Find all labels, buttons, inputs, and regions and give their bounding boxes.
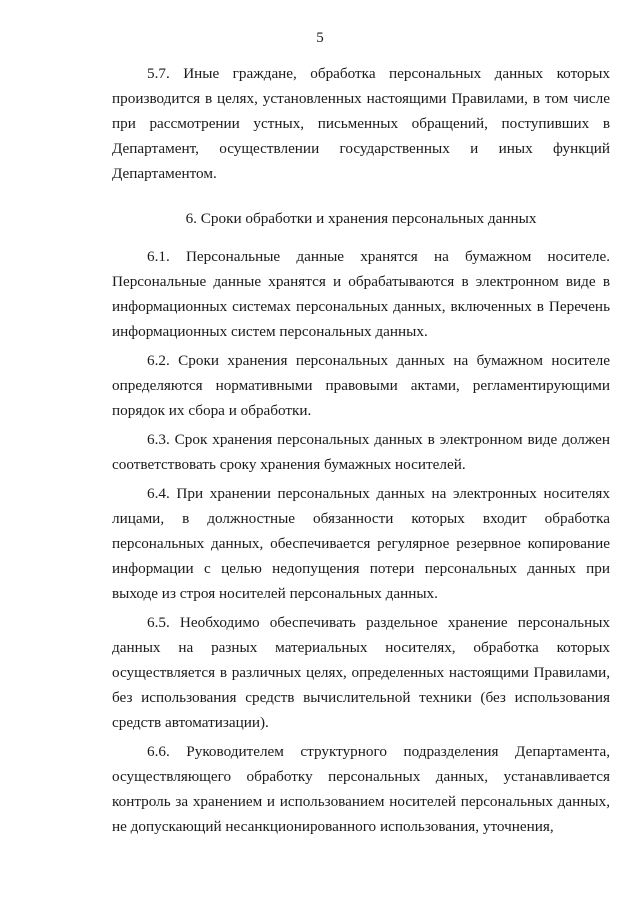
paragraph-6-4: 6.4. При хранении персональных данных на электронных носителях лицами, в должностные обязанности которых входит обработка персональных данных, обеспечивается регулярное резервное копирование информации с целью недопущения потери персональных данных при выходе из строя носителей персональных данных. bbox=[112, 485, 610, 602]
paragraph-6-6: 6.6. Руководителем структурного подразделения Департамента, осуществляющего обработку персональных данных, устанавливается контроль за хранением и использованием носителей персональных данных, не допускающий несанкционированного использования, уточнения, bbox=[112, 743, 610, 835]
paragraph-6-5: 6.5. Необходимо обеспечивать раздельное хранение персональных данных на разных материальных носителях, обработка которых осуществляется в различных целях, определенных настоящими Правилами, без использования средств вычислительной техники (без использования средств автоматизации). bbox=[112, 614, 610, 731]
paragraph-block-5-7 bbox=[112, 61, 610, 186]
paragraph-6-2: 6.2. Сроки хранения персональных данных на бумажном носителе определяются нормативными правовыми актами, регламентирующими порядок их сбора и обработки. bbox=[112, 352, 610, 419]
paragraph-6-1: 6.1. Персональные данные хранятся на бумажном носителе. Персональные данные хранятся и обрабатываются в электронном виде в информационных системах персональных данных, включенных в Перечень информационных систем персональных данных. bbox=[112, 248, 610, 340]
page-number: 5 bbox=[316, 30, 324, 46]
paragraph-5-7: 5.7. Иные граждане, обработка персональных данных которых производится в целях, установленных настоящими Правилами, в том числе при рассмотрении устных, письменных обращений, поступивших в Департамент, осуществлении государственных и иных функций Департаментом. bbox=[112, 65, 610, 182]
paragraph-6-3: 6.3. Срок хранения персональных данных в электронном виде должен соответствовать сроку хранения бумажных носителей. bbox=[112, 431, 610, 473]
section-6-body bbox=[112, 244, 610, 839]
section-heading-6: 6. Сроки обработки и хранения персональных данных bbox=[185, 210, 537, 227]
